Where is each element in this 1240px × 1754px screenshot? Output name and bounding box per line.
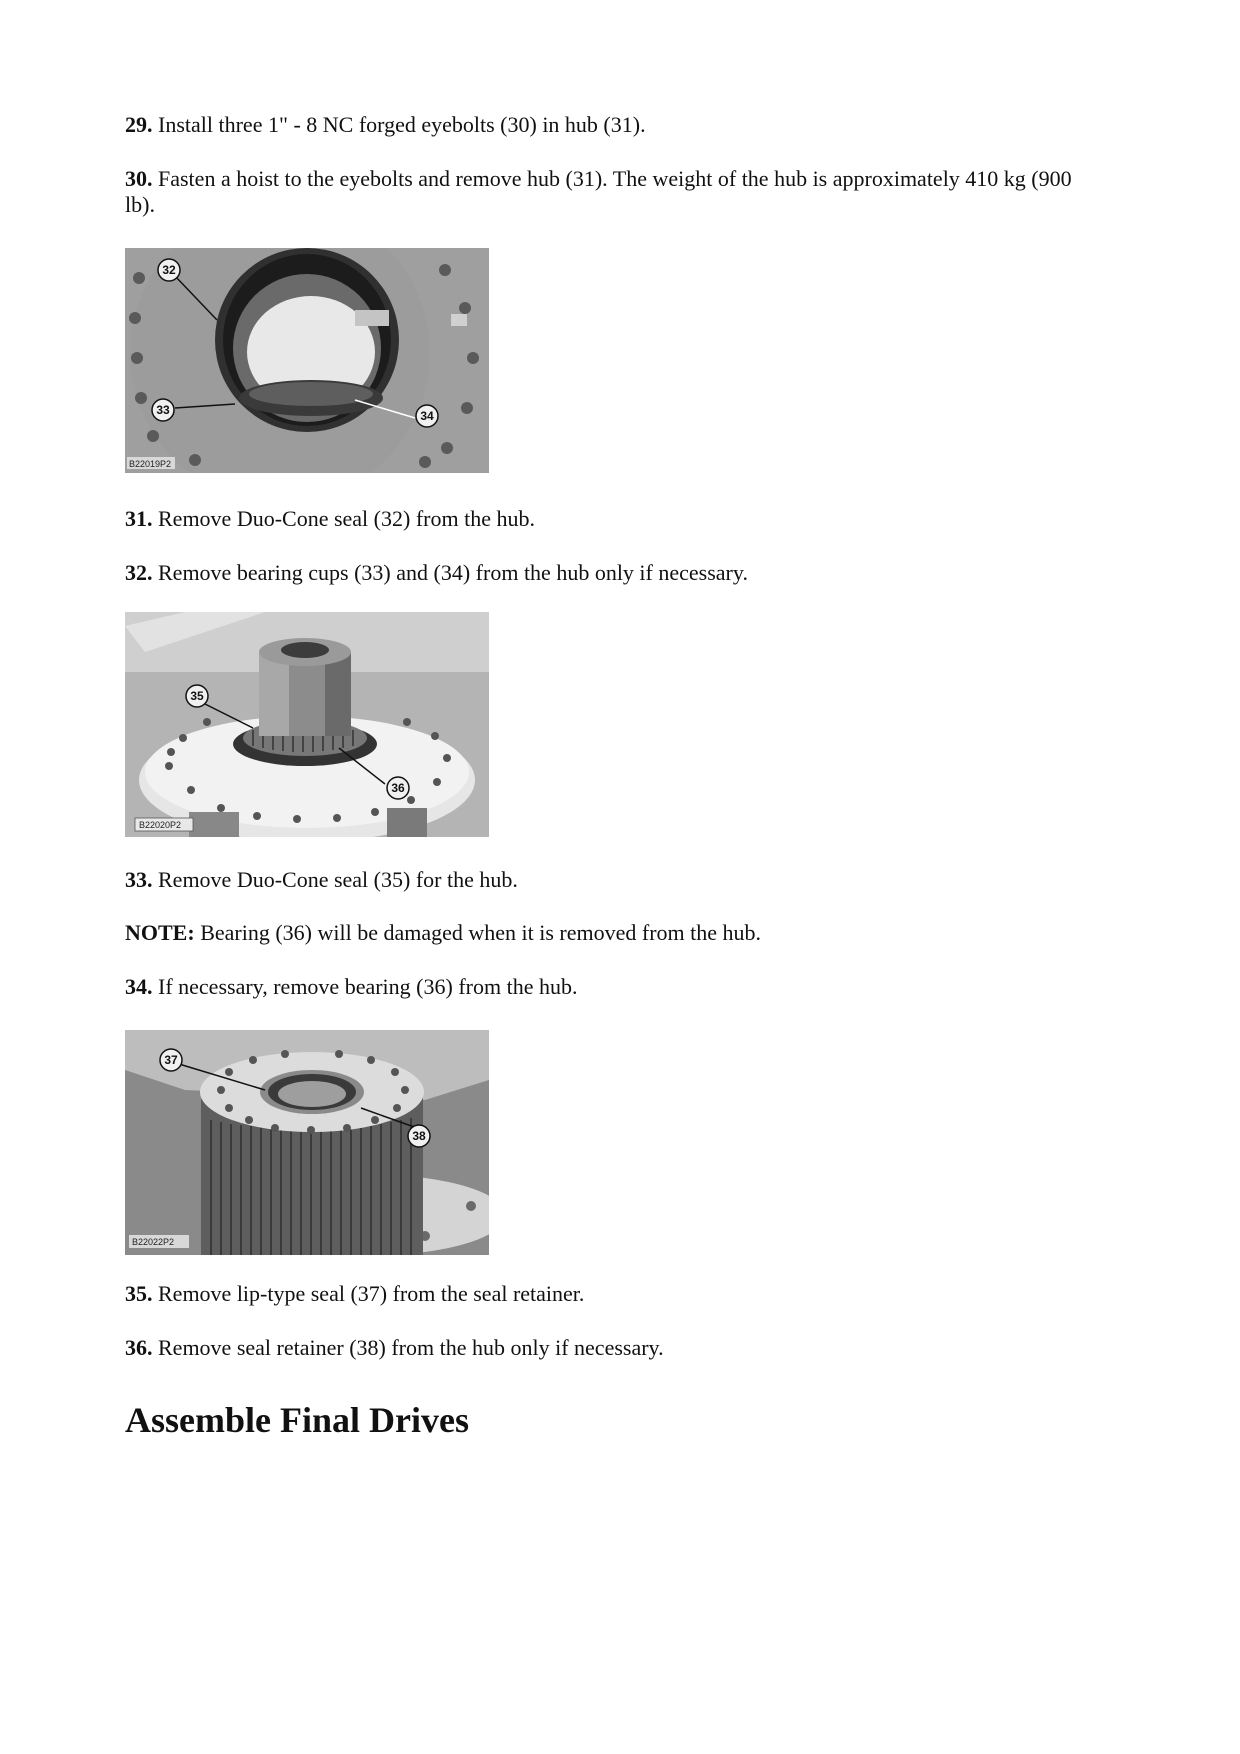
step-30 <box>125 166 1105 218</box>
note-text: Bearing (36) will be damaged when it is removed from the hub. <box>194 920 762 945</box>
figure-seal-retainer <box>125 1030 489 1255</box>
step-32 <box>125 560 1105 586</box>
step-text: Remove bearing cups (33) and (34) from the hub only if necessary. <box>152 560 748 585</box>
step-34 <box>125 974 1105 1000</box>
callout-33: 33 <box>156 403 170 417</box>
step-text: If necessary, remove bearing (36) from the hub. <box>152 974 578 999</box>
callout-34: 34 <box>420 409 434 423</box>
step-text: Install three 1" - 8 NC forged eyebolts (30) in hub (31). <box>152 112 646 137</box>
step-31 <box>125 506 1105 532</box>
callout-36: 36 <box>391 781 405 795</box>
callout-32: 32 <box>162 263 176 277</box>
step-number: 33. <box>125 867 153 892</box>
figure-code: B22022P2 <box>132 1237 175 1247</box>
step-number: 36. <box>125 1335 153 1360</box>
callout-38: 38 <box>412 1129 426 1143</box>
figure-seal-retainer-photo <box>125 1030 489 1255</box>
note-label: NOTE: <box>125 920 195 945</box>
note <box>125 920 1105 946</box>
step-text: Remove Duo-Cone seal (32) from the hub. <box>152 506 535 531</box>
step-text: Remove Duo-Cone seal (35) for the hub. <box>152 867 518 892</box>
figure-spindle-seal-bearing <box>125 612 489 837</box>
step-number: 35. <box>125 1281 153 1306</box>
figure-hub-seal-cups <box>125 248 489 473</box>
figure-hub-seal-cups-photo <box>125 248 489 473</box>
step-text: Fasten a hoist to the eyebolts and remove hub (31). The weight of the hub is approximately 410 kg (900 lb). <box>125 166 1072 217</box>
step-number: 34. <box>125 974 153 999</box>
step-29 <box>125 112 1105 138</box>
step-number: 30. <box>125 166 153 191</box>
step-text: Remove seal retainer (38) from the hub only if necessary. <box>152 1335 664 1360</box>
step-number: 31. <box>125 506 153 531</box>
figure-spindle-seal-bearing-photo <box>125 612 489 837</box>
section-heading: Assemble Final Drives <box>125 1400 469 1440</box>
step-number: 32. <box>125 560 153 585</box>
step-number: 29. <box>125 112 153 137</box>
callout-37: 37 <box>164 1053 178 1067</box>
figure-code: B22019P2 <box>129 459 172 469</box>
callout-35: 35 <box>190 689 204 703</box>
step-33 <box>125 867 1105 893</box>
step-text: Remove lip-type seal (37) from the seal retainer. <box>152 1281 585 1306</box>
figure-code: B22020P2 <box>139 820 182 830</box>
step-35 <box>125 1281 1105 1307</box>
step-36 <box>125 1335 1105 1361</box>
